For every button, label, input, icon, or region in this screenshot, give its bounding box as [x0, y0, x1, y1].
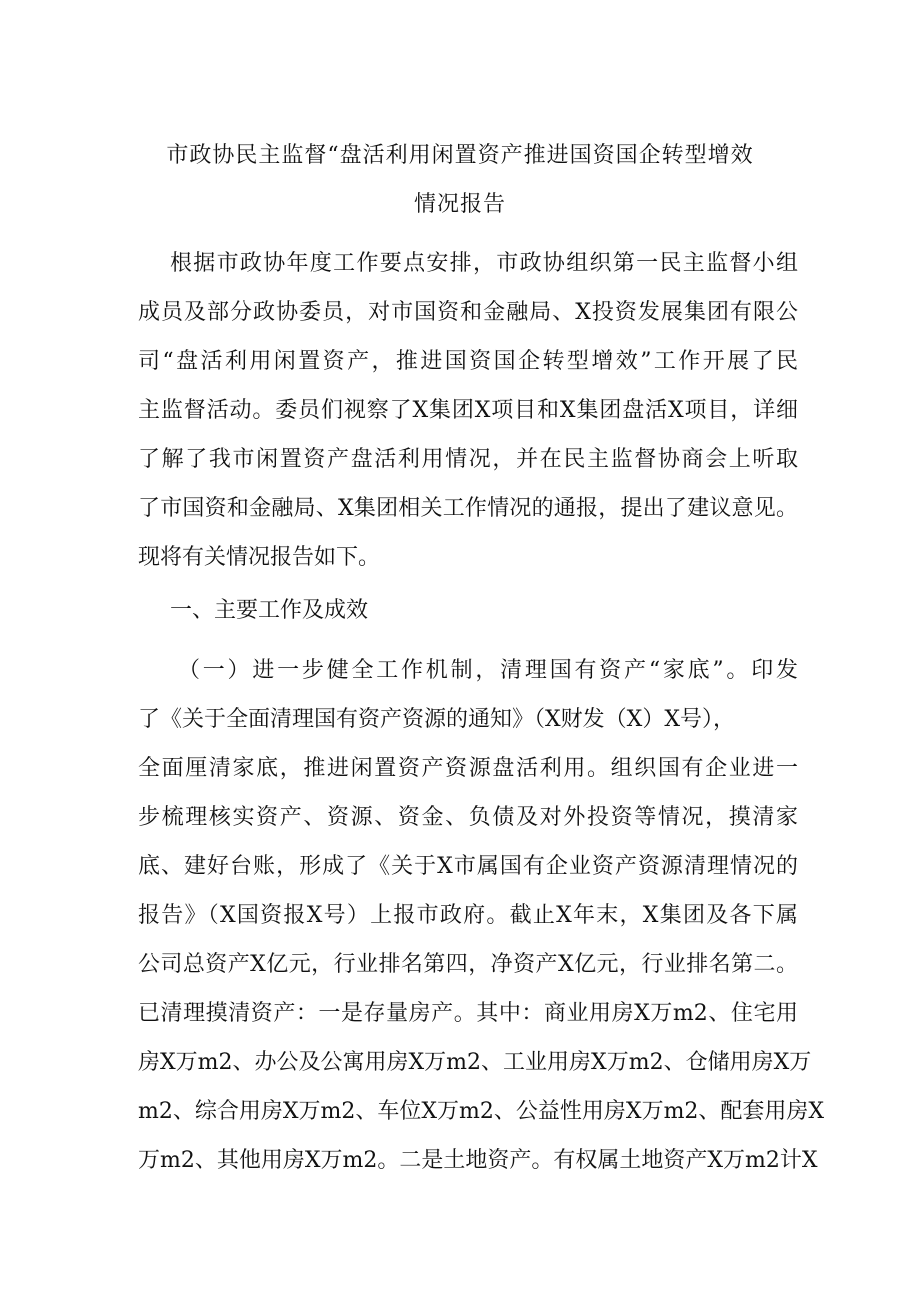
intro-line: 主监督活动。委员们视察了X集团X项目和X集团盘活X项目，详细 [138, 398, 798, 423]
paragraph-line: m2、综合用房X万m2、车位X万m2、公益性用房X万m2、配套用房X [138, 1099, 825, 1124]
document-title-line-2: 情况报告 [413, 192, 506, 217]
paragraph-line: 步梳理核实资产、资源、资金、负债及对外投资等情况，摸清家 [138, 805, 798, 830]
section-1-heading: 一、主要工作及成效 [170, 598, 369, 623]
intro-line: 成员及部分政协委员，对市国资和金融局、X投资发展集团有限公 [138, 300, 798, 325]
paragraph-line: 全面厘清家底，推进闲置资产资源盘活利用。组织国有企业进一 [138, 756, 798, 781]
paragraph-line: 万m2、其他用房X万m2。二是土地资产。有权属土地资产X万m2计X [138, 1148, 818, 1173]
document-title-line-1: 市政协民主监督“盘活利用闲置资产推进国资国企转型增效 [166, 143, 754, 168]
intro-line: 现将有关情况报告如下。 [138, 545, 381, 570]
paragraph-line: 了《关于全面清理国有资产资源的通知》（X财发（X）X号）， [138, 707, 735, 732]
intro-line: 司“盘活利用闲置资产，推进国资国企转型增效”工作开展了民 [138, 349, 798, 374]
paragraph-line: 公司总资产X亿元，行业排名第四，净资产X亿元，行业排名第二。 [138, 952, 798, 977]
paragraph-line: （一）进一步健全工作机制，清理国有资产“家底”。印发 [178, 658, 798, 683]
paragraph-line: 底、建好台账，形成了《关于X市属国有企业资产资源清理情况的 [138, 854, 798, 879]
paragraph-line: 房X万m2、办公及公寓用房X万m2、工业用房X万m2、仓储用房X万 [138, 1050, 812, 1075]
intro-line: 了解了我市闲置资产盘活利用情况，并在民主监督协商会上听取 [138, 447, 798, 472]
intro-line: 了市国资和金融局、X集团相关工作情况的通报，提出了建议意见。 [138, 496, 798, 521]
intro-line: 根据市政协年度工作要点安排，市政协组织第一民主监督小组 [170, 251, 798, 276]
paragraph-line: 已清理摸清资产：一是存量房产。其中：商业用房X万m2、住宅用 [138, 1001, 798, 1026]
paragraph-line: 报告》（X国资报X号）上报市政府。截止X年末，X集团及各下属 [138, 903, 798, 928]
